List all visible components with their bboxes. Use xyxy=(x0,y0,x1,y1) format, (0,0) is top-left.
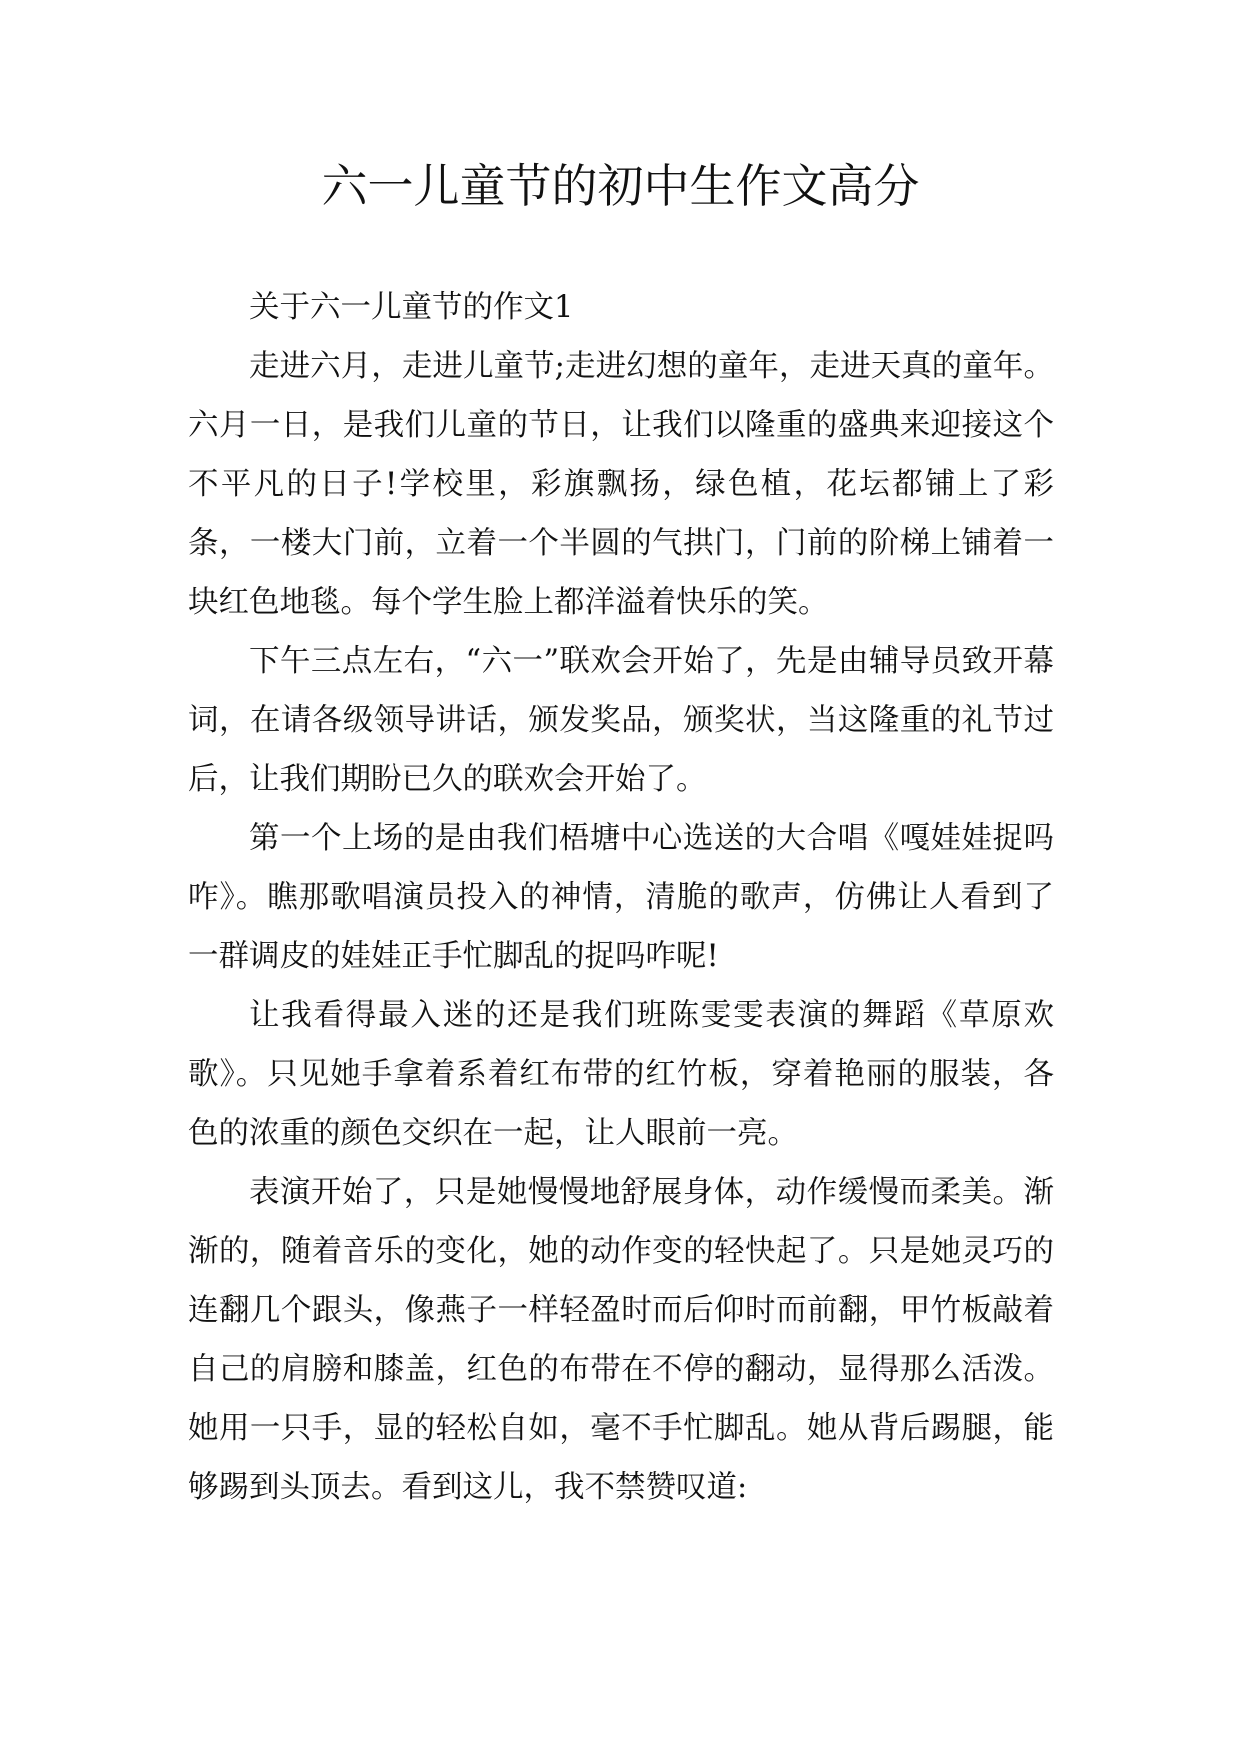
paragraph: 走进六月，走进儿童节;走进幻想的童年，走进天真的童年。六月一日，是我们儿童的节日，让我们以隆重的盛典来迎接这个不平凡的日子!学校里，彩旗飘扬，绿色植，花坛都铺上了彩条，一楼大门前，立着一个半圆的气拱门，门前的阶梯上铺着一块红色地毯。每个学生脸上都洋溢着快乐的笑。 xyxy=(188,349,1054,620)
paragraph: 表演开始了，只是她慢慢地舒展身体，动作缓慢而柔美。渐渐的，随着音乐的变化，她的动作变的轻快起了。只是她灵巧的连翻几个跟头，像燕子一样轻盈时而后仰时而前翻，甲竹板敲着自己的肩膀和膝盖，红色的布带在不停的翻动，显得那么活泼。她用一只手，显的轻松自如，毫不手忙脚乱。她从背后踢腿，能够踢到头顶去。看到这儿，我不禁赞叹道: xyxy=(188,1175,1054,1505)
document-title: 六一儿童节的初中生作文高分 xyxy=(321,159,920,213)
paragraph: 下午三点左右，“六一”联欢会开始了，先是由辅导员致开幕词，在请各级领导讲话，颁发奖品，颁奖状，当这隆重的礼节过后，让我们期盼已久的联欢会开始了。 xyxy=(188,644,1054,797)
paragraph: 让我看得最入迷的还是我们班陈雯雯表演的舞蹈《草原欢歌》。只见她手拿着系着红布带的红竹板，穿着艳丽的服装，各色的浓重的颜色交织在一起，让人眼前一亮。 xyxy=(188,998,1054,1151)
paragraph-heading: 关于六一儿童节的作文1 xyxy=(249,290,574,325)
document-body xyxy=(188,278,1054,1517)
paragraph: 第一个上场的是由我们梧塘中心选送的大合唱《嘎娃娃捉吗咋》。瞧那歌唱演员投入的神情，清脆的歌声，仿佛让人看到了一群调皮的娃娃正手忙脚乱的捉吗咋呢! xyxy=(188,821,1054,974)
